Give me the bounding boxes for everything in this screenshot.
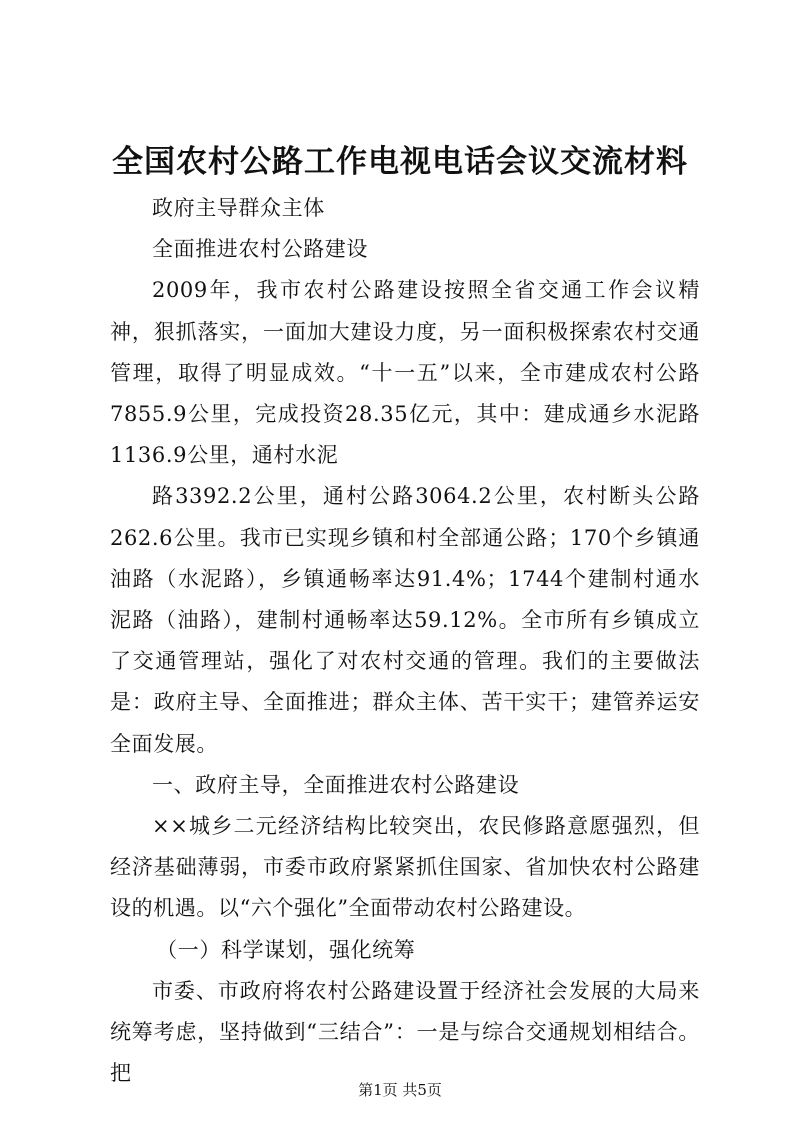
paragraph-subsection-1: 市委、市政府将农村公路建设置于经济社会发展的大局来统筹考虑，坚持做到“三结合”：一是与综合交通规划相结合。把	[110, 978, 700, 1086]
page-footer: 第1页 共5页	[358, 1081, 442, 1099]
subsection-heading-1: （一）科学谋划，强化统筹	[156, 937, 416, 962]
document-body	[110, 188, 700, 1094]
paragraph-statistics: 路3392.2公里，通村公路3064.2公里，农村断头公路262.6公里。我市已实现乡镇和村全部通公路；170个乡镇通油路（水泥路），乡镇通畅率达91.4%；1744个建制村通水泥路（油路），建制村通畅率达59.12%。全市所有乡镇成立了交通管理站，强化了对农村交通的管理。我们的主要做法是：政府主导、全面推进；群众主体、苦干实干；建管养运安全面发展。	[110, 484, 700, 756]
paragraph-intro: 2009年，我市农村公路建设按照全省交通工作会议精神，狠抓落实，一面加大建设力度，另一面积极探索农村交通管理，取得了明显成效。“十一五”以来，全市建成农村公路7855.9公里，完成投资28.35亿元，其中：建成通乡水泥路1136.9公里，通村水泥	[110, 278, 700, 468]
section-heading-1: 一、政府主导，全面推进农村公路建设	[152, 772, 520, 797]
subtitle-line-2: 全面推进农村公路建设	[152, 237, 368, 262]
subtitle-line-1: 政府主导群众主体	[152, 196, 325, 220]
paragraph-section-1: ××城乡二元经济结构比较突出，农民修路意愿强烈，但经济基础薄弱，市委市政府紧紧抓住国家、省加快农村公路建设的机遇。以“六个强化”全面带动农村公路建设。	[110, 814, 700, 921]
document-title: 全国农村公路工作电视电话会议交流材料	[112, 144, 688, 180]
